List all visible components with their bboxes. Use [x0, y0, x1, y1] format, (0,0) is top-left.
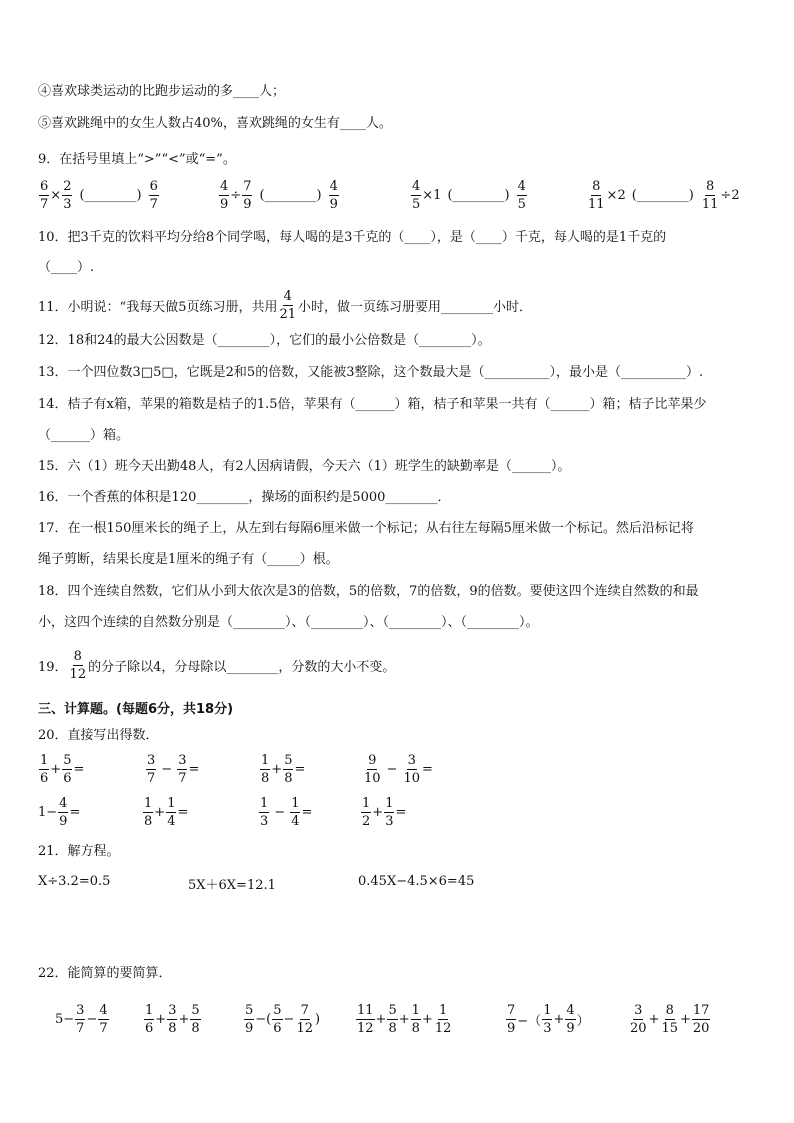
q17-line1: 17．在一根150厘米长的绳子上，从左到右每隔6厘米做一个标记；从右往左每隔5厘米做一个标记。然后沿标记将	[38, 521, 694, 536]
q20-item: $\frac{9}{10}$ − $\frac{3}{10}$ =	[364, 753, 433, 786]
q14-line2: （______）箱。	[38, 428, 130, 443]
fraction: $\frac{4}{5}$	[517, 179, 526, 212]
q22-problem-4: $\frac{11}{12}$ + $\frac{5}{8}$ + $\frac{1}{8}$ + $\frac{1}{12}$	[357, 1003, 452, 1036]
q9-expression-2: $\frac{4}{9}$ ÷ $\frac{7}{9}$ (________) $\frac{4}{9}$	[220, 179, 338, 212]
fraction: $\frac{8}{11}$	[588, 179, 605, 212]
q16-line: 16．一个香蕉的体积是120________，操场的面积约是5000________．	[38, 490, 451, 505]
q17-line2: 绳子剪断，结果长度是1厘米的绳子有（_____）根。	[38, 552, 339, 567]
q8-item5: ⑤喜欢跳绳中的女生人数占40%，喜欢跳绳的女生有____人。	[38, 116, 392, 131]
q22-problem-6: $\frac{3}{20}$ + $\frac{8}{15}$ + $\frac{17}{20}$	[630, 1003, 710, 1036]
fraction: $\frac{4}{9}$	[220, 179, 229, 212]
answer-blank[interactable]: (________)	[631, 188, 694, 203]
q9-text: 9．在括号里填上“>”“<”或“=”。	[38, 152, 236, 167]
q11-line: 11．小明说：“我每天做5页练习册，共用 $\frac{4}{21}$ 小时，做一页练习册要用________小时．	[38, 289, 533, 322]
q20-item: $\frac{1}{8}$ + $\frac{1}{4}$ =	[144, 796, 189, 829]
q14-line1: 14．桔子有x箱，苹果的箱数是桔子的1.5倍，苹果有（______）箱，桔子和苹果一共有（______）箱；桔子比苹果少	[38, 397, 707, 412]
q20-item: $\frac{1}{8}$ + $\frac{5}{8}$ =	[261, 753, 306, 786]
q21-title: 21．解方程。	[38, 844, 120, 859]
q22-problem-5: $\frac{7}{9}$ −（ $\frac{1}{3}$ + $\frac{4}{9}$ ）	[507, 1003, 590, 1036]
answer-blank[interactable]: (________)	[79, 188, 142, 203]
q20-item: $\frac{3}{7}$ − $\frac{3}{7}$ =	[147, 753, 200, 786]
q10-line1: 10．把3千克的饮料平均分给8个同学喝，每人喝的是3千克的（____），是（____）千克，每人喝的是1千克的	[38, 230, 667, 245]
q22-title: 22．能简算的要简算．	[38, 966, 172, 981]
fraction: $\frac{4}{5}$	[412, 179, 421, 212]
q9-expression-4: $\frac{8}{11}$ ×2 (________) $\frac{8}{11}$ ÷2	[588, 179, 740, 212]
section-heading: 三、计算题。(每题6分，共18分)	[38, 702, 234, 717]
q12-line: 12．18和24的最大公因数是（________），它们的最小公倍数是（________）。	[38, 333, 491, 348]
q10-line2: （____）.	[38, 260, 95, 275]
q22-problem-3: $\frac{5}{9}$ −( $\frac{5}{6}$ − $\frac{7}{12}$ )	[245, 1003, 321, 1036]
fraction: $\frac{6}{7}$	[149, 179, 158, 212]
fraction: $\frac{7}{9}$	[243, 179, 252, 212]
q20-item: $\frac{1}{6}$ + $\frac{5}{6}$ =	[40, 753, 85, 786]
q18-line2: 小，这四个连续的自然数分别是（________）、（________）、（________）、（________）。	[38, 615, 539, 630]
q9-expression-3: $\frac{4}{5}$ ×1 (________) $\frac{4}{5}$	[412, 179, 526, 212]
fraction: $\frac{4}{9}$	[329, 179, 338, 212]
q22-problem-2: $\frac{1}{6}$ + $\frac{3}{8}$ + $\frac{5}{8}$	[145, 1003, 200, 1036]
fraction: $\frac{6}{7}$	[40, 179, 49, 212]
q15-line: 15．六（1）班今天出勤48人，有2人因病请假，今天六（1）班学生的缺勤率是（______）。	[38, 459, 571, 474]
q21-equation-3: 0.45X−4.5×6=45	[358, 874, 475, 889]
q20-item: $\frac{1}{2}$ + $\frac{1}{3}$ =	[362, 796, 407, 829]
fraction: $\frac{2}{3}$	[63, 179, 72, 212]
q21-equation-1: X÷3.2=0.5	[38, 874, 111, 889]
fraction: $\frac{8}{11}$	[701, 179, 719, 212]
q20-title: 20．直接写出得数．	[38, 728, 159, 743]
fraction: $\frac{8}{12}$	[69, 649, 87, 682]
answer-blank[interactable]: (________)	[259, 188, 322, 203]
q20-item: $\frac{1}{3}$ − $\frac{1}{4}$ =	[260, 796, 313, 829]
answer-blank[interactable]: (________)	[447, 188, 510, 203]
q8-item4: ④喜欢球类运动的比跑步运动的多____人；	[38, 84, 286, 99]
q20-item: 1− $\frac{4}{9}$ =	[38, 796, 81, 829]
q18-line1: 18．四个连续自然数，它们从小到大依次是3的倍数，5的倍数，7的倍数，9的倍数。要使这四个连续自然数的和最	[38, 584, 699, 599]
q21-equation-2: 5X＋6X=12.1	[188, 878, 276, 893]
q19-line: 19． $\frac{8}{12}$ 的分子除以4，分母除以________，分数的大小不变。	[38, 649, 396, 682]
q13-line: 13．一个四位数3□5□，它既是2和5的倍数，又能被3整除，这个数最大是（__________），最小是（__________）.	[38, 365, 704, 380]
q9-expression-1: $\frac{6}{7}$ × $\frac{2}{3}$ (________) $\frac{6}{7}$	[40, 179, 158, 212]
fraction: $\frac{4}{21}$	[279, 289, 297, 322]
q22-problem-1: 5− $\frac{3}{7}$ − $\frac{4}{7}$	[55, 1003, 108, 1036]
